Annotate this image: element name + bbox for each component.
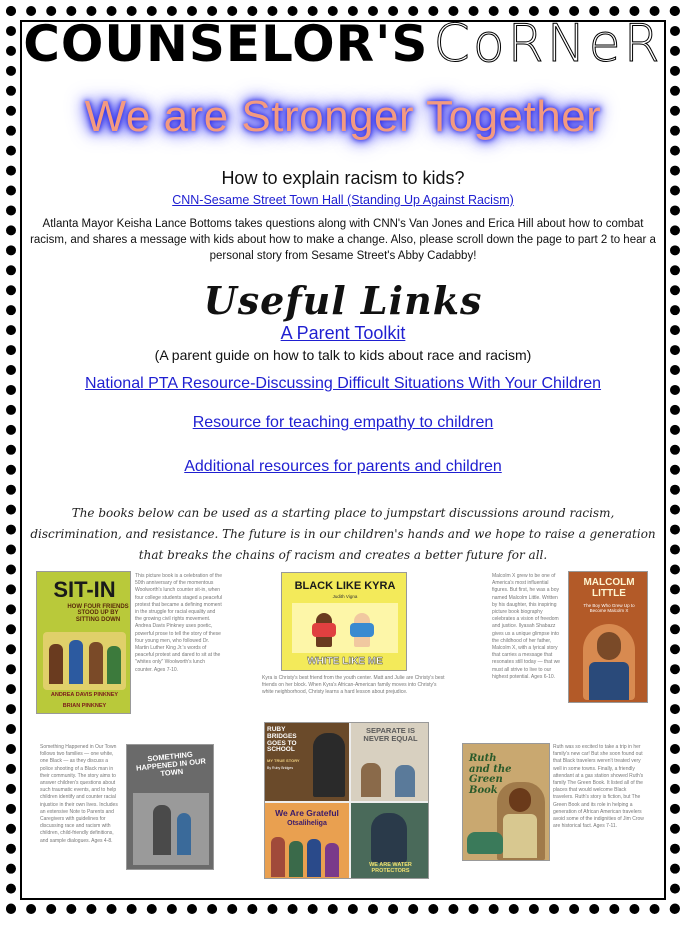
banner-heading: We are Stronger Together: [84, 92, 602, 141]
page-title: [0, 14, 686, 74]
ruby-bridges-title: RUBY BRIDGES GOES TO SCHOOL: [267, 726, 297, 754]
ruby-bridges-photo: [313, 733, 345, 797]
something-happened-blurb: Something Happened in Our Town follows two families — one white, one Black — as they discuss a police shooting of a Black man in their community. The story aims to answer children's questions about such traumatic events, and to help children identify and counter racial injustice in their own lives. Includes an extensive Note to Parents and Caregivers with guidelines for discussing race and racism with children, child-friendly definitions, and sample dialogues. Ages 4-8.: [40, 744, 118, 844]
title-bold: COUNSELOR'S: [23, 15, 429, 73]
malcolm-title: MALCOLM LITTLE: [583, 577, 635, 599]
title-light: CoRNeR: [433, 14, 663, 74]
section-question: How to explain racism to kids?: [221, 168, 465, 188]
sit-in-blurb: This picture book is a celebration of the 50th anniversary of the momentous Woolworth's lunch counter sit-in, when four college students staged a peaceful protest that became a defining moment in the struggle for racial equality and the growing civil rights movement. Andrea Davis Pinkney uses poetic, powerful prose to tell the story of these four young men, who followed Dr. Martin Luther King Jr.'s words of peaceful protest and dared to sit at the "whites only" Woolworth's lunch counter. Ages 7-10.: [135, 573, 223, 673]
book-cover-black-like-kyra: [281, 572, 407, 671]
ruth-title: Ruth and the Green Book: [469, 753, 512, 796]
something-happened-illustration: [133, 793, 209, 865]
book-cover-sit-in: [36, 571, 131, 714]
town-hall-description: Atlanta Mayor Keisha Lance Bottoms takes questions along with CNN's Van Jones and Erica Hill about how to combat racism, and shares a message with kids about how to make a change. Also, please scroll down the page to part 2 to hear a personal story from Sesame Street's Abby Cadabby!: [30, 218, 656, 262]
kyra-illustration: [292, 603, 398, 653]
books-intro: The books below can be used as a starting place to jumpstart discussions around racism, discrimination, and resistance. The future is in our children's hands and we hope to raise a generation that breaks the chains of racism and creates a better future for all.: [30, 506, 656, 562]
book-cover-malcolm-little: [568, 571, 648, 703]
book-cover-water-protectors: [351, 803, 429, 879]
water-protectors-title: WE ARE WATER PROTECTORS: [369, 862, 412, 874]
parent-toolkit-link[interactable]: A Parent Toolkit: [280, 323, 406, 343]
malcolm-subtitle: The Boy Who Grew Up to Become Malcolm X: [583, 603, 635, 613]
malcolm-blurb: Malcolm X grew to be one of America's most influential figures. But first, he was a boy named Malcolm Little. Written by his daughter, this inspiring picture book biography celebrates a vision of freedom and justice. Ilyasah Shabazz gives us a unique glimpse into the childhood of her father, Malcolm X, with a lyrical story that carries a message that resonates still today — that we must all strive to live to our highest potential. Ages 6-10.: [492, 573, 561, 680]
book-cover-we-are-grateful: [265, 803, 349, 879]
book-cover-ruby-bridges: [265, 723, 349, 801]
grateful-title: We Are Grateful: [275, 808, 339, 818]
parent-toolkit-note: (A parent guide on how to talk to kids about race and racism): [154, 347, 532, 363]
ruby-bridges-author: By Ruby Bridges: [267, 766, 294, 770]
cnn-town-hall-link[interactable]: CNN-Sesame Street Town Hall (Standing Up Against Racism): [172, 193, 514, 207]
ruth-car: [467, 832, 503, 854]
grateful-subtitle: Otsaliheliga: [287, 820, 327, 827]
ruth-illustration: [497, 782, 545, 860]
kyra-title-top: BLACK LIKE KYRA: [294, 580, 396, 592]
kyra-blurb: Kyra is Christy's best friend from the youth center. Matt and Julie are Christy's best friends on her block. When Kyra's African-American family moves into Christy's white neighborhood, Christy learns a hard lesson about prejudice.: [262, 675, 445, 696]
malcolm-illustration: [583, 624, 635, 700]
sit-in-illustration: [43, 632, 126, 690]
book-cover-ruth-green-book: [462, 743, 550, 861]
kyra-author: Judith Vigna: [332, 594, 358, 599]
kyra-title-bottom: WHITE LIKE ME: [307, 656, 383, 667]
ruth-blurb: Ruth was so excited to take a trip in her family's new car! But she soon found out that Black travelers weren't treated very well in some towns. Finally, a friendly attendant at a gas station showed Ruth's family The Green Book. It listed all of the places that would welcome Black travelers. Ruth's story is fiction, but The Green Book and its role in helping a generation of African American travelers avoid some of the indignities of Jim Crow are historical fact. Ages 7-11.: [553, 744, 644, 830]
useful-links-heading: Useful Links: [203, 278, 483, 323]
sit-in-subtitle: HOW FOUR FRIENDS STOOD UP BY SITTING DOWN: [67, 604, 129, 623]
separate-title: SEPARATE IS NEVER EQUAL: [363, 726, 418, 743]
empathy-resource-link[interactable]: Resource for teaching empathy to children: [192, 414, 494, 431]
sit-in-author: ANDREA DAVIS PINKNEY: [50, 692, 119, 698]
additional-resources-link[interactable]: Additional resources for parents and children: [184, 458, 502, 475]
book-cover-separate-is-never-equal: [351, 723, 429, 801]
ruby-bridges-subtitle: MY TRUE STORY: [267, 758, 300, 763]
sit-in-title: SIT-IN: [53, 577, 116, 602]
sit-in-illustrator: BRIAN PINKNEY: [62, 703, 107, 709]
pta-resource-link[interactable]: National PTA Resource-Discussing Difficult Situations With Your Children: [84, 375, 602, 392]
book-cover-something-happened: [126, 744, 214, 870]
book-group-collage: [264, 722, 429, 879]
something-happened-title: SOMETHING HAPPENED IN OUR TOWN: [135, 749, 207, 778]
